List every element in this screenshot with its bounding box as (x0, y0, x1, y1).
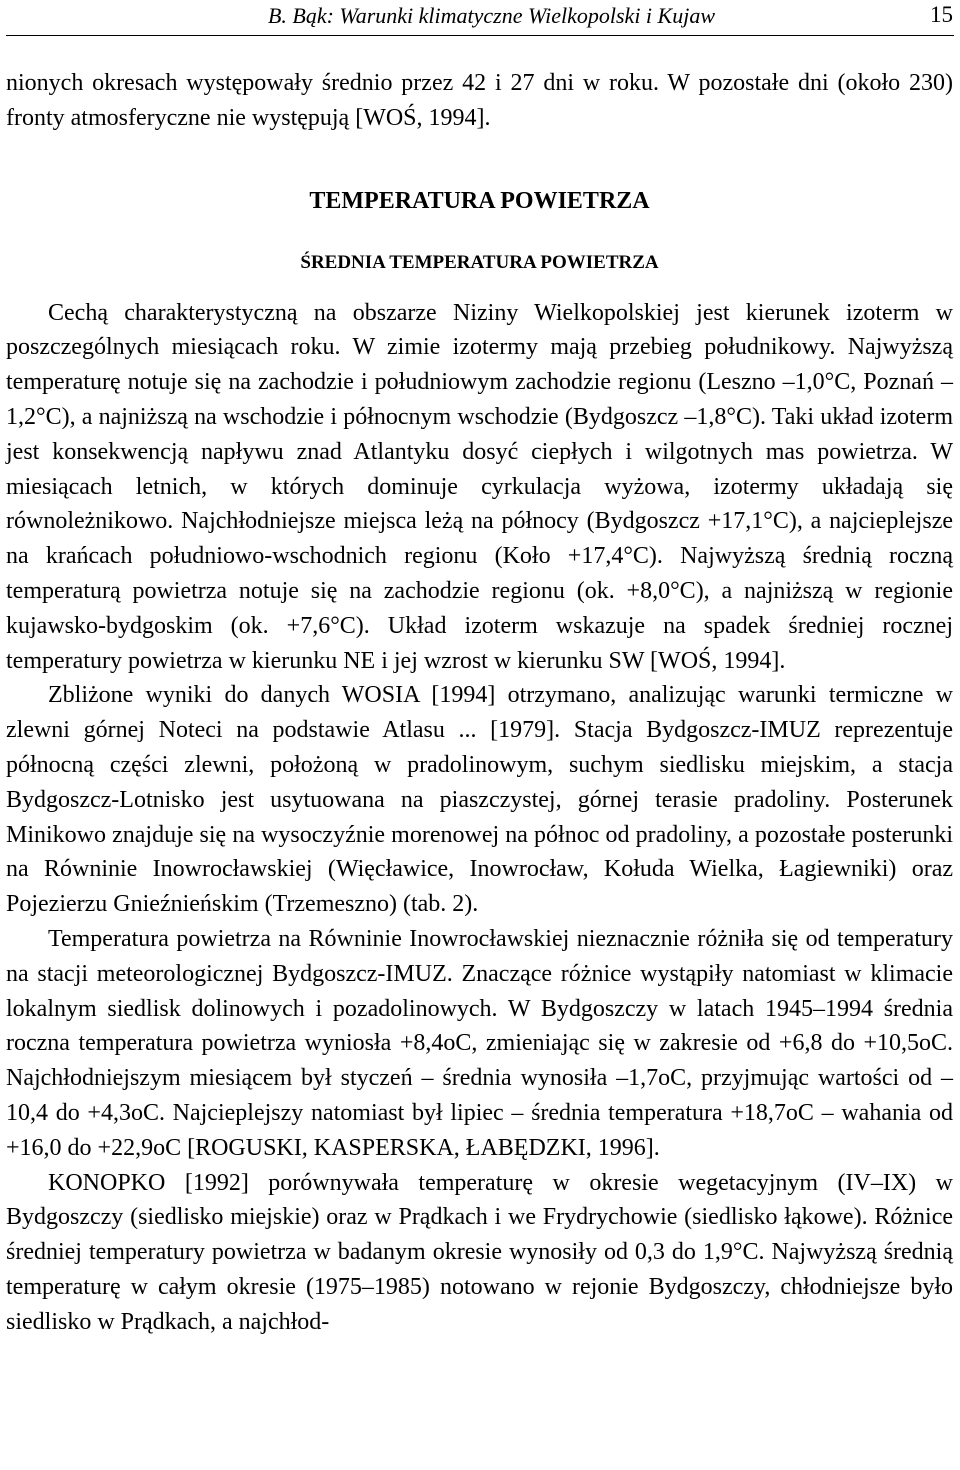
body-text (6, 66, 953, 1340)
paragraph: Cechą charakterystyczną na obszarze Niziny Wielkopolskiej jest kierunek izoterm w poszczególnych miesiącach roku. W zimie izotermy mają przebieg południkowy. Najwyższą temperaturę notuje się na zachodzie i południowym zachodzie regionu (Leszno –1,0°C, Poznań –1,2°C), a najniższą na wschodzie i północnym wschodzie (Bydgoszcz –1,8°C). Taki układ izoterm jest konsekwencją napływu znad Atlantyku dosyć ciepłych i wilgotnych mas powietrza. W miesiącach letnich, w których dominuje cyrkulacja wyżowa, izotermy układają się równoleżnikowo. Najchłodniejsze miejsca leżą na północy (Bydgoszcz +17,1°C), a najcieplejsze na krańcach południowo-wschodnich regionu (Koło +17,4°C). Najwyższą średnią roczną temperaturą powietrza notuje się na zachodzie regionu (ok. +8,0°C), a najniższą w regionie kujawsko-bydgoskim (ok. +7,6°C). Układ izoterm wskazuje na spadek średniej rocznej temperatury powietrza w kierunku NE i jej wzrost w kierunku SW [WOŚ, 1994]. (6, 299, 953, 674)
subsection-title: ŚREDNIA TEMPERATURA POWIETRZA (300, 251, 659, 273)
paragraph: Temperatura powietrza na Równinie Inowrocławskiej nieznacznie różniła się od temperatury na stacji meteorologicznej Bydgoszcz-IMUZ. Znaczące różnice wystąpiły natomiast w klimacie lokalnym siedlisk dolinowych i pozadolinowych. W Bydgoszczy w latach 1945–1994 średnia roczna temperatura powietrza wyniosła +8,4oC, zmieniając się w zakresie od +6,8 do +10,5oC. Najchłodniejszym miesiącem był styczeń – średnia wynosiła –1,7oC, przyjmując wartości od –10,4 do +4,3oC. Najcieplejszy natomiast był lipiec – średnia temperatura +18,7oC – wahania od +16,0 do +22,9oC [ROGUSKI, KASPERSKA, ŁABĘDZKI, 1996]. (6, 925, 953, 1161)
paragraph: KONOPKO [1992] porównywała temperaturę w okresie wegetacyjnym (IV–IX) w Bydgoszczy (siedlisko miejskie) oraz w Prądkach i we Frydrychowie (siedlisko łąkowe). Różnice średniej temperatury powietrza w badanym okresie wynosiły od 0,3 do 1,9°C. Najwyższą średnią temperaturę w całym okresie (1975–1985) notowano w rejonie Bydgoszczy, chłodniejsze było siedlisko w Prądkach, a najchłod- (6, 1169, 953, 1335)
paragraph-continued: nionych okresach występowały średnio przez 42 i 27 dni w roku. W pozostałe dni (około 230) fronty atmosferyczne nie występują [WOŚ, 1994]. (6, 70, 953, 131)
header-rule (6, 35, 954, 36)
running-header (0, 0, 960, 40)
paragraph: Zbliżone wyniki do danych WOSIA [1994] otrzymano, analizując warunki termiczne w zlewni górnej Noteci na podstawie Atlasu ... [1979]. Stacja Bydgoszcz-IMUZ reprezentuje północną części zlewni, położoną w pradolinowym, suchym siedlisku miejskim, a stacja Bydgoszcz-Lotnisko jest usytuowana na piaszczystej, górnej terasie pradoliny. Posterunek Minikowo znajduje się na wysoczyźnie morenowej na północ od pradoliny, a pozostałe posterunki na Równinie Inowrocławskiej (Więcławice, Inowrocław, Kołuda Wielka, Łagiewniki) oraz Pojezierzu Gnieźnieńskim (Trzemeszno) (tab. 2). (6, 682, 953, 918)
section-title: TEMPERATURA POWIETRZA (309, 187, 650, 214)
page-number: 15 (930, 2, 953, 27)
running-title: B. Bąk: Warunki klimatyczne Wielkopolski i Kujaw (267, 3, 715, 28)
